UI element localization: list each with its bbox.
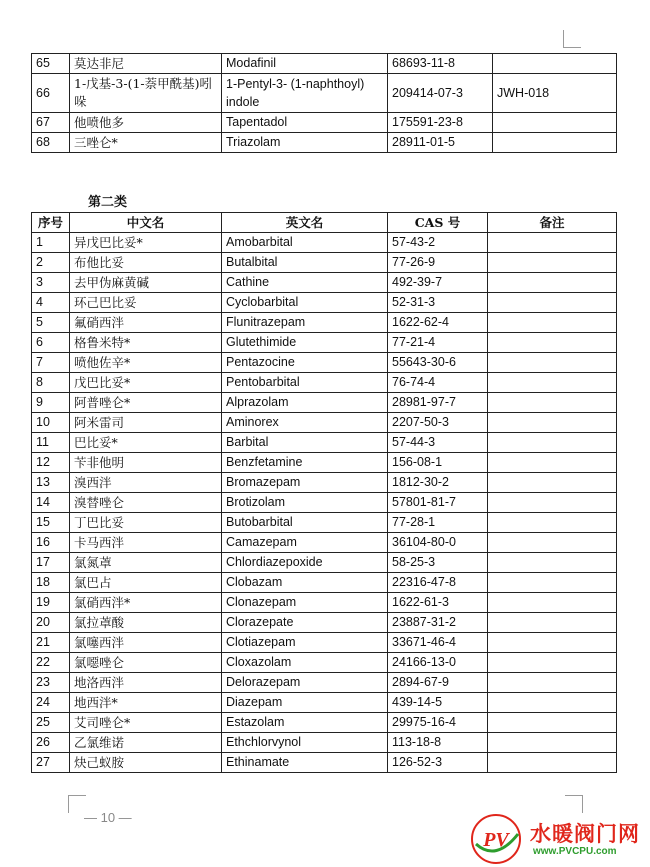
cell-cn: 他喷他多: [70, 113, 222, 133]
cell-en: Aminorex: [222, 413, 388, 433]
cell-cn: 氯硝西泮*: [70, 593, 222, 613]
header-no: 序号: [32, 213, 70, 233]
substance-table-body: [32, 233, 617, 773]
cell-note: JWH-018: [493, 74, 617, 113]
table-row: [32, 313, 617, 333]
cell-no: 4: [32, 293, 70, 313]
cell-cn: 氯拉䓬酸: [70, 613, 222, 633]
cell-cas: 2207-50-3: [388, 413, 488, 433]
cell-cn: 巴比妥*: [70, 433, 222, 453]
table-row: [32, 74, 617, 113]
table-row: [32, 593, 617, 613]
cell-note: [488, 553, 617, 573]
cell-cas: 175591-23-8: [388, 113, 493, 133]
cell-en: Chlordiazepoxide: [222, 553, 388, 573]
cell-cn: 氟硝西泮: [70, 313, 222, 333]
cell-cn: 卡马西泮: [70, 533, 222, 553]
cell-cn: 氯氮䓬: [70, 553, 222, 573]
cell-en: Butalbital: [222, 253, 388, 273]
cell-cas: 28911-01-5: [388, 133, 493, 153]
table-row: [32, 553, 617, 573]
cell-no: 19: [32, 593, 70, 613]
cell-no: 26: [32, 733, 70, 753]
cell-note: [488, 533, 617, 553]
cell-no: 1: [32, 233, 70, 253]
table-row: [32, 673, 617, 693]
table-row: [32, 513, 617, 533]
cell-no: 14: [32, 493, 70, 513]
cell-no: 13: [32, 473, 70, 493]
table-row: [32, 54, 617, 74]
table-row: [32, 333, 617, 353]
cell-note: [488, 593, 617, 613]
cell-cas: 1622-61-3: [388, 593, 488, 613]
cell-en: Alprazolam: [222, 393, 388, 413]
cell-no: 11: [32, 433, 70, 453]
table-row: [32, 433, 617, 453]
cell-note: [488, 373, 617, 393]
cell-note: [493, 133, 617, 153]
cell-en: Diazepam: [222, 693, 388, 713]
cell-en: Barbital: [222, 433, 388, 453]
table-row: [32, 613, 617, 633]
cell-note: [488, 453, 617, 473]
cell-cn: 溴替唑仑: [70, 493, 222, 513]
cell-en: Camazepam: [222, 533, 388, 553]
cell-cn: 戊巴比妥*: [70, 373, 222, 393]
cell-en: Cathine: [222, 273, 388, 293]
cell-no: 9: [32, 393, 70, 413]
cell-cn: 莫达非尼: [70, 54, 222, 74]
cell-note: [488, 413, 617, 433]
cell-no: 24: [32, 693, 70, 713]
cell-cas: 1812-30-2: [388, 473, 488, 493]
crop-mark: [582, 795, 583, 813]
cell-note: [488, 653, 617, 673]
cell-en: Pentazocine: [222, 353, 388, 373]
cell-en: Flunitrazepam: [222, 313, 388, 333]
table-header-row: [32, 213, 617, 233]
crop-mark: [68, 795, 86, 796]
watermark-url: www.PVCPU.com: [533, 846, 617, 857]
cell-no: 7: [32, 353, 70, 373]
cell-en: Glutethimide: [222, 333, 388, 353]
cell-note: [488, 433, 617, 453]
continued-table: [31, 53, 617, 153]
cell-no: 65: [32, 54, 70, 74]
cell-cas: 22316-47-8: [388, 573, 488, 593]
continued-table-body: [32, 54, 617, 153]
cell-cas: 52-31-3: [388, 293, 488, 313]
cell-en: Butobarbital: [222, 513, 388, 533]
cell-cn: 乙氯维诺: [70, 733, 222, 753]
cell-note: [488, 493, 617, 513]
cell-cn: 格鲁米特*: [70, 333, 222, 353]
crop-mark: [565, 795, 583, 796]
cell-note: [493, 113, 617, 133]
cell-cn: 去甲伪麻黄碱: [70, 273, 222, 293]
cell-note: [488, 673, 617, 693]
cell-en: Triazolam: [222, 133, 388, 153]
cell-cas: 113-18-8: [388, 733, 488, 753]
cell-note: [488, 273, 617, 293]
cell-en: Bromazepam: [222, 473, 388, 493]
cell-cas: 29975-16-4: [388, 713, 488, 733]
table-row: [32, 753, 617, 773]
table-row: [32, 653, 617, 673]
table-row: [32, 133, 617, 153]
cell-note: [488, 513, 617, 533]
cell-note: [488, 333, 617, 353]
cell-no: 16: [32, 533, 70, 553]
cell-cas: 2894-67-9: [388, 673, 488, 693]
cell-cas: 77-26-9: [388, 253, 488, 273]
cell-note: [493, 54, 617, 74]
cell-en: Brotizolam: [222, 493, 388, 513]
table-row: [32, 493, 617, 513]
cell-cas: 23887-31-2: [388, 613, 488, 633]
table-row: [32, 413, 617, 433]
cell-no: 68: [32, 133, 70, 153]
table-row: [32, 573, 617, 593]
cell-cn: 阿普唑仑*: [70, 393, 222, 413]
cell-en: Amobarbital: [222, 233, 388, 253]
header-note: 备注: [488, 213, 617, 233]
cell-no: 66: [32, 74, 70, 113]
cell-no: 23: [32, 673, 70, 693]
table-row: [32, 693, 617, 713]
cell-cas: 439-14-5: [388, 693, 488, 713]
cell-note: [488, 633, 617, 653]
cell-en: Clobazam: [222, 573, 388, 593]
cell-cas: 126-52-3: [388, 753, 488, 773]
cell-en: Tapentadol: [222, 113, 388, 133]
cell-cn: 氯巴占: [70, 573, 222, 593]
cell-cas: 156-08-1: [388, 453, 488, 473]
crop-mark: [563, 30, 564, 48]
cell-note: [488, 313, 617, 333]
cell-cn: 艾司唑仑*: [70, 713, 222, 733]
cell-note: [488, 613, 617, 633]
cell-cn: 苄非他明: [70, 453, 222, 473]
cell-cas: 77-28-1: [388, 513, 488, 533]
cell-cn: 地西泮*: [70, 693, 222, 713]
cell-cas: 57-44-3: [388, 433, 488, 453]
table-row: [32, 733, 617, 753]
header-en: 英文名: [222, 213, 388, 233]
cell-no: 3: [32, 273, 70, 293]
cell-en: Modafinil: [222, 54, 388, 74]
cell-cas: 57-43-2: [388, 233, 488, 253]
page-number: — 10 —: [84, 810, 132, 825]
cell-en: Clonazepam: [222, 593, 388, 613]
cell-note: [488, 733, 617, 753]
cell-en: Ethinamate: [222, 753, 388, 773]
cell-note: [488, 393, 617, 413]
cell-no: 18: [32, 573, 70, 593]
table-row: [32, 233, 617, 253]
cell-cn: 氯噻西泮: [70, 633, 222, 653]
section-title: 第二类: [88, 195, 128, 210]
cell-cas: 55643-30-6: [388, 353, 488, 373]
cell-cas: 57801-81-7: [388, 493, 488, 513]
cell-cas: 58-25-3: [388, 553, 488, 573]
table-row: [32, 293, 617, 313]
cell-en: Clotiazepam: [222, 633, 388, 653]
cell-cn: 三唑仑*: [70, 133, 222, 153]
cell-cas: 209414-07-3: [388, 74, 493, 113]
table-row: [32, 393, 617, 413]
logo-letters: PV: [483, 829, 509, 851]
cell-en: Cloxazolam: [222, 653, 388, 673]
cell-en: Clorazepate: [222, 613, 388, 633]
cell-no: 20: [32, 613, 70, 633]
cell-en: Benzfetamine: [222, 453, 388, 473]
cell-cn: 1-戊基-3-(1-萘甲酰基)吲哚: [70, 74, 222, 113]
table-row: [32, 533, 617, 553]
cell-cas: 492-39-7: [388, 273, 488, 293]
cell-no: 2: [32, 253, 70, 273]
watermark-site-name: 水暖阀门网: [530, 822, 640, 846]
cell-cas: 33671-46-4: [388, 633, 488, 653]
cell-cn: 炔己蚁胺: [70, 753, 222, 773]
crop-mark: [563, 47, 581, 48]
cell-cn: 丁巴比妥: [70, 513, 222, 533]
cell-note: [488, 473, 617, 493]
cell-cn: 环己巴比妥: [70, 293, 222, 313]
cell-note: [488, 353, 617, 373]
cell-no: 25: [32, 713, 70, 733]
cell-cas: 77-21-4: [388, 333, 488, 353]
table-row: [32, 273, 617, 293]
table-row: [32, 113, 617, 133]
cell-en: Delorazepam: [222, 673, 388, 693]
cell-no: 10: [32, 413, 70, 433]
header-cn: 中文名: [70, 213, 222, 233]
cell-cn: 地洛西泮: [70, 673, 222, 693]
cell-en: 1-Pentyl-3- (1-naphthoyl) indole: [222, 74, 388, 113]
cell-cn: 异戊巴比妥*: [70, 233, 222, 253]
cell-cn: 氯噁唑仑: [70, 653, 222, 673]
cell-note: [488, 713, 617, 733]
cell-note: [488, 573, 617, 593]
cell-en: Cyclobarbital: [222, 293, 388, 313]
cell-note: [488, 693, 617, 713]
cell-no: 21: [32, 633, 70, 653]
cell-cas: 76-74-4: [388, 373, 488, 393]
cell-cas: 68693-11-8: [388, 54, 493, 74]
cell-en: Ethchlorvynol: [222, 733, 388, 753]
crop-mark: [68, 795, 69, 813]
table-row: [32, 353, 617, 373]
cell-no: 27: [32, 753, 70, 773]
cell-en: Estazolam: [222, 713, 388, 733]
table-row: [32, 253, 617, 273]
cell-no: 6: [32, 333, 70, 353]
table-row: [32, 713, 617, 733]
table-row: [32, 373, 617, 393]
cell-cas: 24166-13-0: [388, 653, 488, 673]
cell-en: Pentobarbital: [222, 373, 388, 393]
cell-no: 67: [32, 113, 70, 133]
cell-no: 5: [32, 313, 70, 333]
cell-cn: 布他比妥: [70, 253, 222, 273]
table-row: [32, 473, 617, 493]
cell-cn: 溴西泮: [70, 473, 222, 493]
cell-no: 15: [32, 513, 70, 533]
cell-note: [488, 233, 617, 253]
cell-cas: 28981-97-7: [388, 393, 488, 413]
cell-cas: 36104-80-0: [388, 533, 488, 553]
substance-table: [31, 212, 617, 773]
cell-no: 8: [32, 373, 70, 393]
cell-cas: 1622-62-4: [388, 313, 488, 333]
cell-note: [488, 753, 617, 773]
table-row: [32, 633, 617, 653]
cell-cn: 阿米雷司: [70, 413, 222, 433]
cell-no: 17: [32, 553, 70, 573]
cell-no: 12: [32, 453, 70, 473]
cell-cn: 喷他佐辛*: [70, 353, 222, 373]
cell-note: [488, 253, 617, 273]
table-row: [32, 453, 617, 473]
cell-no: 22: [32, 653, 70, 673]
cell-note: [488, 293, 617, 313]
header-cas: CAS 号: [388, 213, 488, 233]
